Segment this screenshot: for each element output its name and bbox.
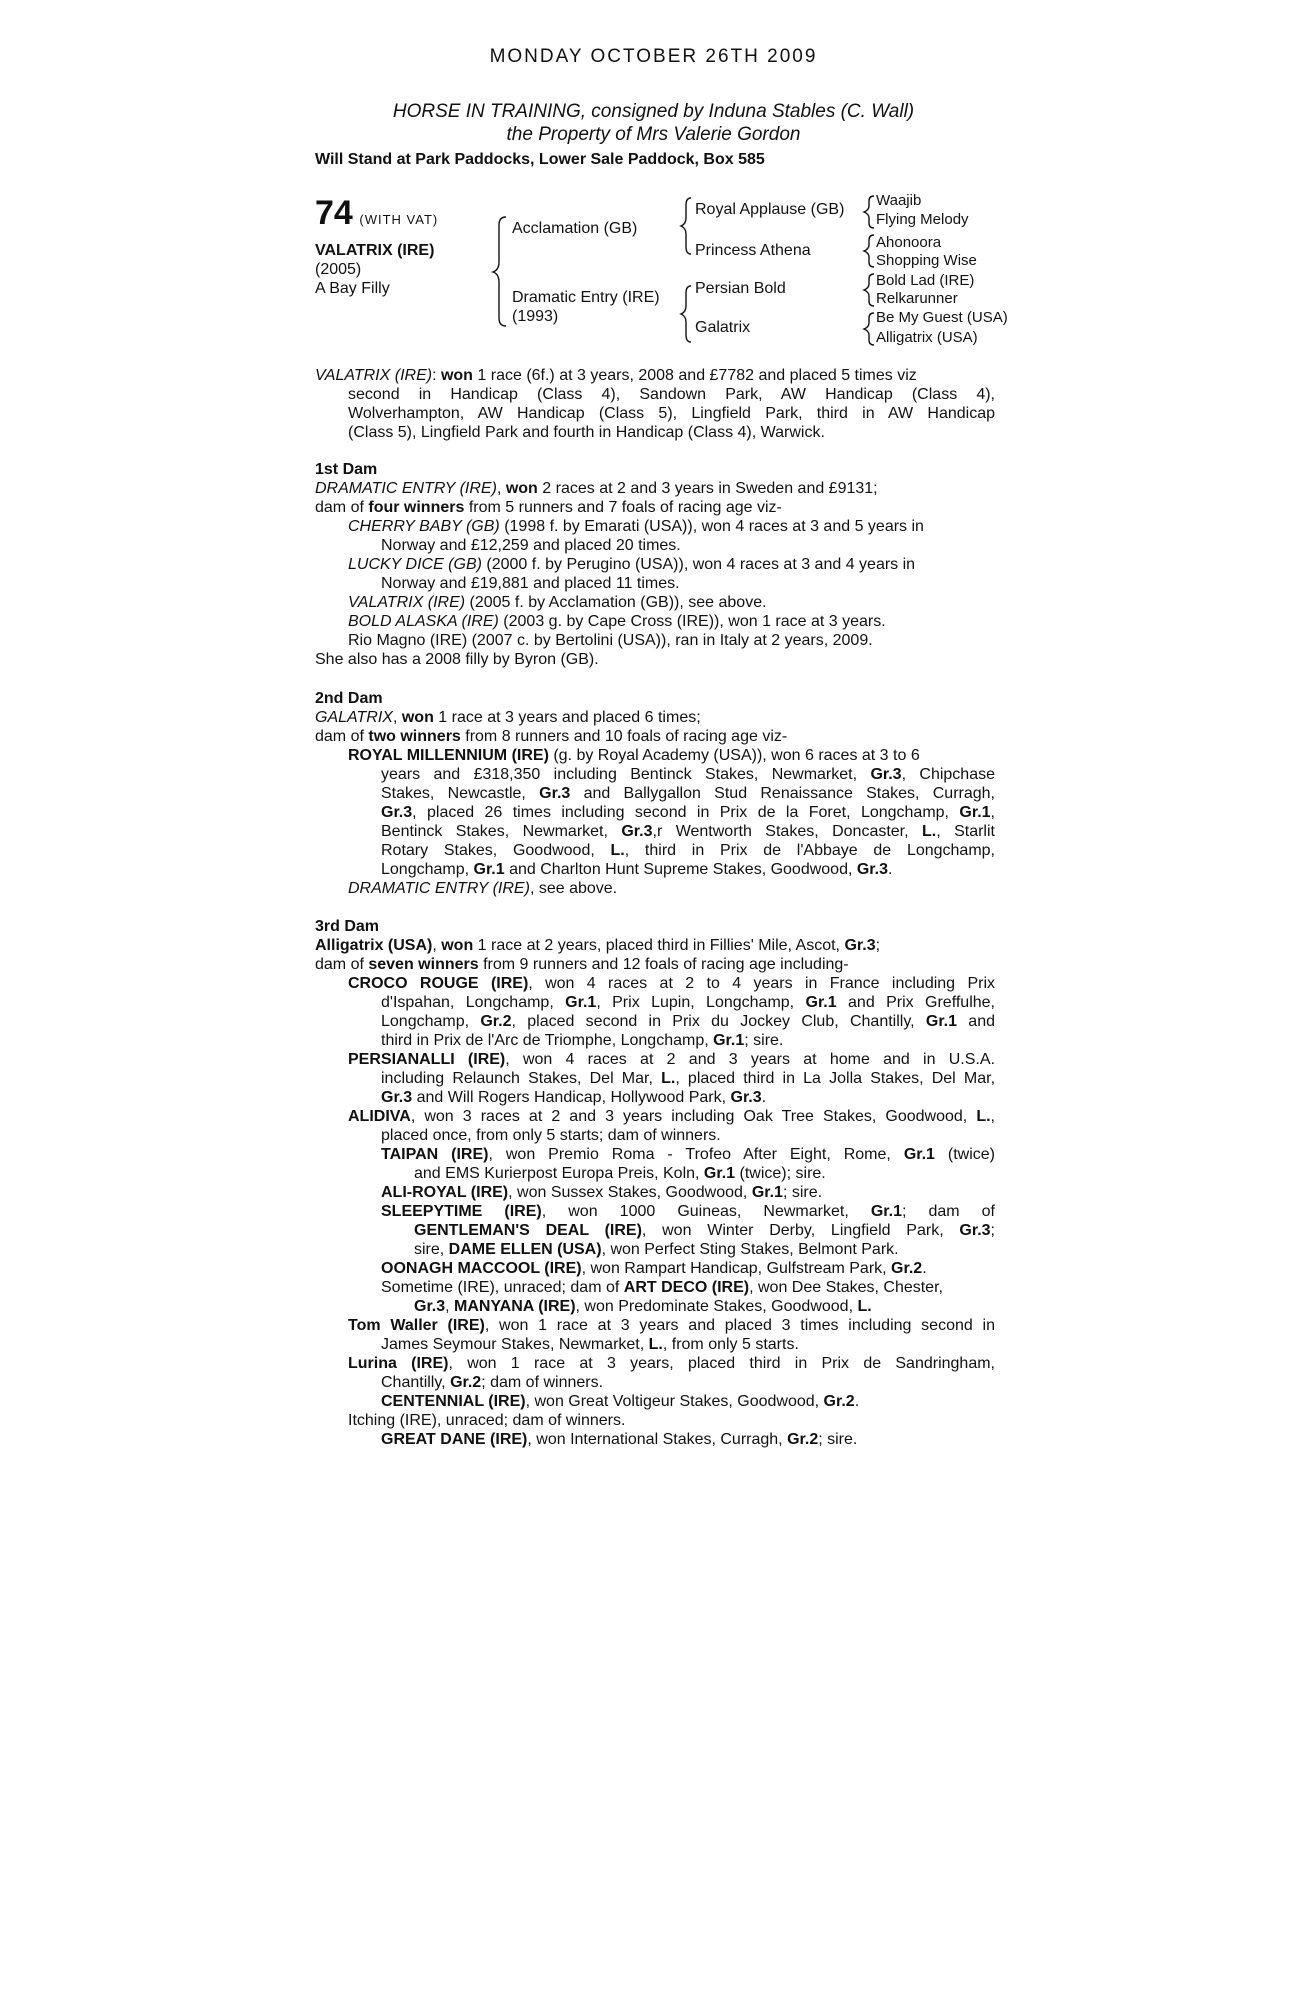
lot-number: 74 [315,194,353,232]
grade: Gr.3 [856,861,888,878]
text: , won Predominate Stakes, Goodwood, [575,1298,858,1315]
text: (twice); sire. [735,1165,826,1182]
text: James Seymour Stakes, Newmarket, [381,1336,649,1353]
text: , won International Stakes, Curragh, [527,1431,788,1448]
progeny-line: Norway and £12,259 and placed 20 times. [381,537,681,554]
text: (2005 f. by Acclamation (GB)), see above. [465,594,767,611]
text: 2 races at 2 and 3 years in Sweden and £9131; [537,480,878,497]
progeny-line [315,1069,995,1088]
progeny-name: OONAGH MACCOOL (IRE) [381,1260,582,1277]
text: from 5 runners and 7 foals of racing age viz- [464,499,782,516]
progeny-line [315,1240,995,1259]
progeny-name: TAIPAN (IRE) [381,1146,489,1163]
progeny-name: SLEEPYTIME (IRE) [381,1203,542,1220]
text: , won 4 races at 2 to 4 years in France including Prix [528,975,995,992]
progeny-line [315,1012,995,1031]
pedigree-ggd3: Relkarunner [876,290,958,307]
text: , [445,1298,455,1315]
text: , placed 26 times including second in Prix de la Foret, Longchamp, [412,804,960,821]
progeny-line [315,822,995,841]
grade: Gr.1 [751,1184,783,1201]
progeny-name: VALATRIX (IRE) [348,594,466,611]
pedigree-dam-year: (1993) [512,308,559,325]
text: (twice) [934,1146,995,1163]
winners-count: four winners [368,499,465,516]
grade: Gr.2 [823,1393,855,1410]
text: , won Great Voltigeur Stakes, Goodwood, [525,1393,824,1410]
text: from 8 runners and 10 foals of racing age viz- [460,728,788,745]
pedigree-ggs1: Waajib [876,192,922,209]
text: . [922,1260,927,1277]
text: . [761,1089,767,1106]
grade: Gr.3 [381,1089,413,1106]
text: including Relaunch Stakes, Del Mar, [381,1070,662,1087]
dam-line [315,708,995,727]
text: , won Dee Stakes, Chester, [749,1279,943,1296]
grade: Gr.2 [787,1431,819,1448]
text: , won Winter Derby, Lingfield Park, [641,1222,960,1239]
progeny-line [315,593,995,612]
grade: Gr.3 [539,785,571,802]
progeny-line [315,1430,995,1449]
race-record-line: Wolverhampton, AW Handicap (Class 5), Lingfield Park, third in AW Handicap [348,405,995,422]
text: 1 race (6f.) at 3 years, 2008 and £7782 and placed 5 times viz [472,367,917,384]
progeny-name: CENTENNIAL (IRE) [381,1393,526,1410]
progeny-name: LUCKY DICE (GB) [348,556,482,573]
pedigree-ggs4: Be My Guest (USA) [876,309,1008,326]
text: Longchamp, [381,1013,481,1030]
text: ; sire. [782,1184,823,1201]
winners-count: seven winners [368,956,479,973]
progeny-name: BOLD ALASKA (IRE) [348,613,499,630]
text: . [854,1393,860,1410]
pedigree-sire-dam: Princess Athena [695,242,811,259]
grade: Gr.3 [870,766,902,783]
progeny-line [315,879,995,898]
won-label: won [505,480,538,497]
progeny-line: Norway and £19,881 and placed 11 times. [381,575,680,592]
progeny-name: ART DECO (IRE) [623,1279,750,1296]
progeny-name: MANYANA (IRE) [454,1298,576,1315]
progeny-line [315,1050,995,1069]
grade: Gr.1 [703,1165,736,1182]
grade: Gr.2 [480,1013,512,1030]
progeny-line: Rio Magno (IRE) (2007 c. by Bertolini (USA)), ran in Italy at 2 years, 2009. [348,632,873,649]
third-dam-section [315,917,995,1449]
progeny-line [315,765,995,784]
grade: Gr.2 [891,1260,923,1277]
text: Bentinck Stakes, Newmarket, [381,823,622,840]
text: , [990,1108,995,1125]
pedigree-dam-sire: Persian Bold [695,280,786,297]
grade: Gr.3 [621,823,653,840]
progeny-name: GENTLEMAN'S DEAL (IRE) [414,1222,642,1239]
grade: Gr.1 [870,1203,902,1220]
won-label: won [441,937,474,954]
race-record-line: (Class 5), Lingfield Park and fourth in Handicap (Class 4), Warwick. [348,424,825,441]
pedigree-sire-sire: Royal Applause (GB) [695,201,845,218]
progeny-line [315,1202,995,1221]
pedigree-ggd1: Flying Melody [876,211,969,228]
pedigree-sire: Acclamation (GB) [512,220,638,237]
progeny-name: ROYAL MILLENNIUM (IRE) [348,747,549,764]
text: , [432,937,442,954]
text: ; dam of winners. [481,1374,604,1391]
progeny-name: DAME ELLEN (USA) [448,1241,602,1258]
pedigree-dam-dam: Galatrix [695,319,751,336]
text: , won Premio Roma - Trofeo After Eight, Rome, [488,1146,904,1163]
pedigree-dam: Dramatic Entry (IRE) [512,289,660,306]
text: , placed second in Prix du Jockey Club, Chantilly, [511,1013,926,1030]
text: ; sire. [818,1431,858,1448]
progeny-line: placed once, from only 5 starts; dam of winners. [381,1127,721,1144]
sale-date: MONDAY OCTOBER 26TH 2009 [489,46,818,67]
text: from 9 runners and 12 foals of racing age including- [478,956,849,973]
grade: Gr.1 [713,1032,745,1049]
text: , won 1 race at 3 years, placed third in Prix de Sandringham, [448,1355,995,1372]
text: and [957,1013,995,1030]
progeny-name: PERSIANALLI (IRE) [348,1051,506,1068]
text: ; [875,937,881,954]
progeny-line: Itching (IRE), unraced; dam of winners. [348,1412,626,1429]
pedigree-ggd2: Shopping Wise [876,252,977,269]
grade: Gr.1 [903,1146,935,1163]
dam-line [315,955,995,974]
progeny-line [315,612,995,631]
pedigree-ggs2: Ahonoora [876,234,942,251]
progeny-line [315,841,995,860]
grade: Gr.3 [414,1298,446,1315]
text: dam of [315,499,369,516]
lot-name: VALATRIX (IRE) [315,242,435,259]
grade: Gr.3 [381,804,413,821]
race-record [315,366,995,442]
text: Chantilly, [381,1374,451,1391]
progeny-line [315,784,995,803]
progeny-line [315,1107,995,1126]
text: , [392,709,402,726]
progeny-line [315,1183,995,1202]
text: , Starlit [936,823,995,840]
progeny-line [315,1392,995,1411]
text: , see above. [529,880,618,897]
text: , won 1000 Guineas, Newmarket, [541,1203,871,1220]
progeny-name: CROCO ROUGE (IRE) [348,975,529,992]
text: and Will Rogers Handicap, Hollywood Park, [412,1089,731,1106]
second-dam-section [315,689,995,898]
text: Stakes, Newcastle, [381,785,540,802]
grade: Gr.1 [473,861,505,878]
stand-line: Will Stand at Park Paddocks, Lower Sale Paddock, Box 585 [315,151,765,168]
grade: Gr.3 [730,1089,762,1106]
text: Longchamp, [381,861,474,878]
lot-year: (2005) [315,261,362,278]
text: , won Rampart Handicap, Gulfstream Park, [581,1260,892,1277]
grade: L. [976,1108,991,1125]
lot-description: A Bay Filly [315,280,390,297]
text: years and £318,350 including Bentinck Stakes, Newmarket, [381,766,871,783]
grade: L. [610,842,625,859]
progeny-line: She also has a 2008 filly by Byron (GB). [315,651,599,668]
text: : [432,367,441,384]
progeny-name: GREAT DANE (IRE) [381,1431,528,1448]
progeny-line [315,1088,995,1107]
won-label: won [440,367,473,384]
grade: Gr.1 [805,994,837,1011]
text: , won 1 race at 3 years and placed 3 times including second in [484,1317,995,1334]
text: (1998 f. by Emarati (USA)), won 4 races at 3 and 5 years in [499,518,924,535]
progeny-line [315,1354,995,1373]
text: ; [990,1222,995,1239]
text: Rotary Stakes, Goodwood, [381,842,611,859]
horse-name: VALATRIX (IRE) [315,367,433,384]
progeny-name: Lurina (IRE) [348,1355,449,1372]
section-heading: 1st Dam [315,461,378,478]
progeny-line [315,1164,995,1183]
text: , third in Prix de l'Abbaye de Longchamp, [624,842,995,859]
progeny-name: Tom Waller (IRE) [348,1317,485,1334]
text: , from only 5 starts. [662,1336,799,1353]
grade: Gr.1 [565,994,597,1011]
text: , won Sussex Stakes, Goodwood, [508,1184,752,1201]
text: , [990,804,995,821]
text: , won 3 races at 2 and 3 years including Oak Tree Stakes, Goodwood, [410,1108,977,1125]
progeny-name: ALI-ROYAL (IRE) [381,1184,509,1201]
text: , Chipchase [901,766,995,783]
progeny-line [315,1278,995,1297]
text: 1 race at 3 years and placed 6 times; [433,709,701,726]
text: , placed third in La Jolla Stakes, Del Mar, [675,1070,995,1087]
consignment-line: HORSE IN TRAINING, consigned by Induna Stables (C. Wall) [392,101,915,122]
dam-line [315,727,995,746]
race-record-line [315,366,995,385]
won-label: won [401,709,434,726]
winners-count: two winners [368,728,461,745]
dam-line [315,498,995,517]
text: , [496,480,506,497]
grade: L. [648,1336,663,1353]
property-line: the Property of Mrs Valerie Gordon [506,124,801,145]
pedigree-ggd4: Alligatrix (USA) [876,329,978,346]
dam-name: GALATRIX [315,709,393,726]
text: (g. by Royal Academy (USA)), won 6 races at 3 to 6 [548,747,920,764]
progeny-line [315,1221,995,1240]
text: third in Prix de l'Arc de Triomphe, Longchamp, [381,1032,714,1049]
progeny-line [315,860,995,879]
progeny-line [315,517,995,536]
grade: L. [922,823,937,840]
progeny-line [315,974,995,993]
text: Sometime (IRE), unraced; dam of [381,1279,624,1296]
progeny-name: ALIDIVA [348,1108,411,1125]
dam-name: DRAMATIC ENTRY (IRE) [315,480,497,497]
progeny-line [315,1373,995,1392]
progeny-line [315,1145,995,1164]
text: and Charlton Hunt Supreme Stakes, Goodwood, [504,861,857,878]
text: ,r Wentworth Stakes, Doncaster, [652,823,922,840]
progeny-name: DRAMATIC ENTRY (IRE) [348,880,530,897]
text: sire, [414,1241,449,1258]
text: and EMS Kurierpost Europa Preis, Koln, [414,1165,704,1182]
text: , won Perfect Sting Stakes, Belmont Park. [601,1241,899,1258]
grade: Gr.3 [959,1222,991,1239]
lot-vat: (WITH VAT) [359,212,439,227]
text: ; dam of [901,1203,995,1220]
progeny-line [315,1259,995,1278]
progeny-line [315,803,995,822]
grade: Gr.3 [844,937,876,954]
dam-name: Alligatrix (USA) [315,937,433,954]
section-heading: 2nd Dam [315,690,383,707]
grade: L. [661,1070,676,1087]
progeny-line [315,993,995,1012]
text: (2000 f. by Perugino (USA)), won 4 races at 3 and 4 years in [481,556,916,573]
text: , won 4 races at 2 and 3 years at home and in U.S.A. [505,1051,995,1068]
pedigree-ggs3: Bold Lad (IRE) [876,272,975,289]
dam-line [315,479,995,498]
text: , Prix Lupin, Longchamp, [596,994,806,1011]
dam-line [315,936,995,955]
text: d'Ispahan, Longchamp, [381,994,566,1011]
text: ; sire. [744,1032,784,1049]
section-heading: 3rd Dam [315,918,380,935]
text: dam of [315,728,369,745]
text: (2003 g. by Cape Cross (IRE)), won 1 race at 3 years. [498,613,886,630]
progeny-name: CHERRY BABY (GB) [348,518,500,535]
grade: Gr.1 [959,804,991,821]
progeny-line [315,1031,995,1050]
text: . [888,861,893,878]
text: 1 race at 2 years, placed third in Fillies' Mile, Ascot, [473,937,845,954]
grade: L. [857,1298,872,1315]
text: and Prix Greffulhe, [836,994,995,1011]
progeny-line [315,1316,995,1335]
race-record-line: second in Handicap (Class 4), Sandown Park, AW Handicap (Class 4), [348,386,995,403]
first-dam-section [315,460,995,669]
progeny-line [315,1297,995,1316]
text: and Ballygallon Stud Renaissance Stakes, Curragh, [570,785,995,802]
grade: Gr.1 [925,1013,958,1030]
grade: Gr.2 [450,1374,482,1391]
progeny-line [315,555,995,574]
progeny-line [315,1335,995,1354]
text: dam of [315,956,369,973]
progeny-line [315,746,995,765]
